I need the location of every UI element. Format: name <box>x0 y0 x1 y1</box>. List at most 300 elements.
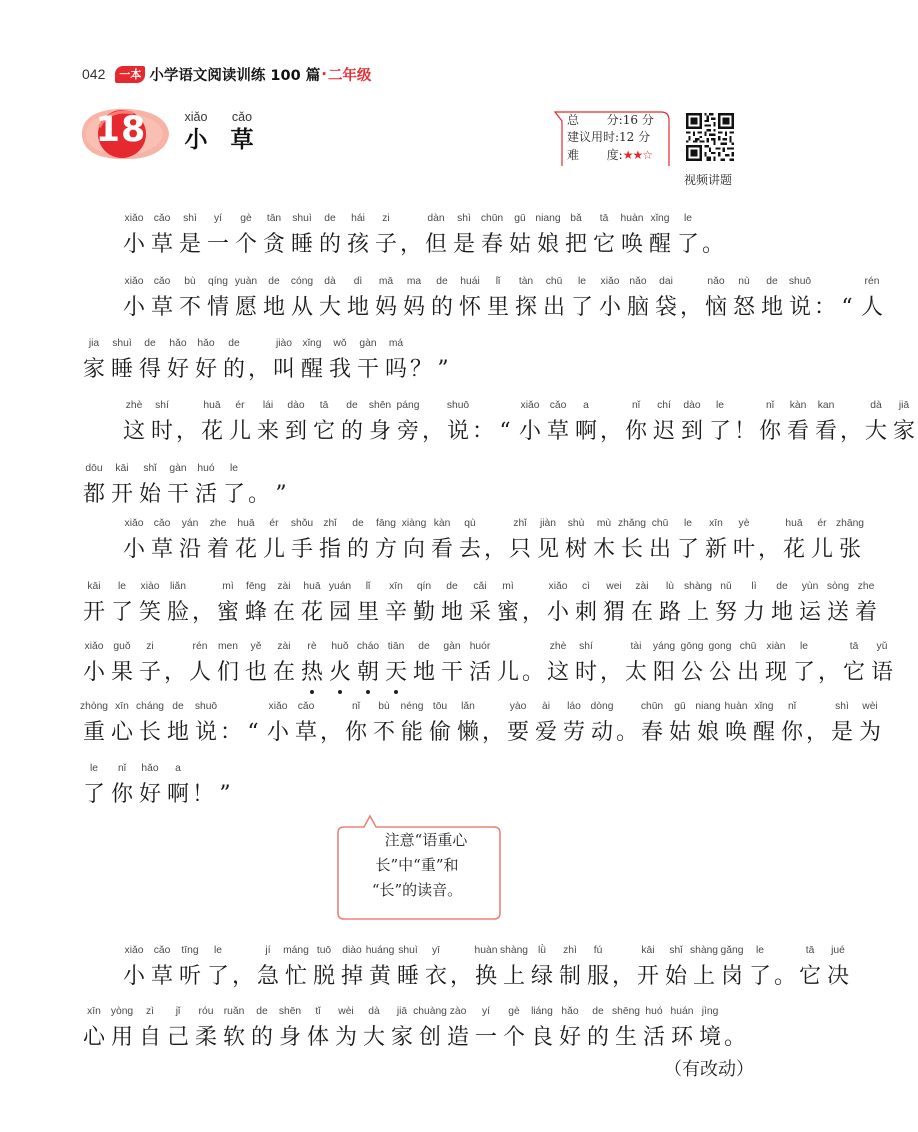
ruby-char <box>164 634 186 686</box>
ruby-char <box>616 694 638 746</box>
pinyin: zhòng <box>79 701 109 712</box>
ruby-char <box>382 331 410 383</box>
hanzi: 太 <box>624 660 647 685</box>
pinyin: tài <box>630 641 642 652</box>
hanzi: 说 <box>194 720 217 745</box>
hanzi: 说 <box>788 295 811 320</box>
ruby-char <box>756 393 784 445</box>
ruby-char <box>824 574 852 626</box>
hanzi: 小 <box>122 295 145 320</box>
total-value: 16 分 <box>622 113 654 127</box>
hanzi: 草 <box>150 232 173 257</box>
ruby-char <box>360 999 388 1051</box>
pinyin: gū <box>674 701 686 712</box>
hanzi: 手 <box>290 537 313 562</box>
ruby-char <box>276 999 304 1051</box>
hanzi: ， <box>612 964 635 989</box>
source-note: （有改动） <box>664 1059 754 1080</box>
ruby-char <box>148 269 176 321</box>
hanzi: 睡 <box>290 232 313 257</box>
hanzi: 儿 <box>228 419 251 444</box>
ruby-char <box>270 574 298 626</box>
ruby-char <box>456 511 484 563</box>
ruby-char <box>746 938 774 990</box>
hanzi: ， <box>482 720 505 745</box>
hanzi: 看 <box>814 419 837 444</box>
ruby-char <box>316 269 344 321</box>
hanzi: 一 <box>206 232 229 257</box>
hanzi: 花 <box>234 537 257 562</box>
ruby-char <box>662 938 690 990</box>
hanzi: 长 <box>138 720 161 745</box>
ruby-char <box>108 756 136 808</box>
ruby-char <box>528 938 556 990</box>
pinyin: lǐ <box>495 276 501 287</box>
ruby-char <box>836 269 858 321</box>
ruby-char <box>600 393 622 445</box>
hanzi: 花 <box>200 419 223 444</box>
hanzi: 里 <box>486 295 509 320</box>
pinyin: xiǎo <box>124 276 144 287</box>
series-title: 小学语文阅读训练 100 篇 <box>149 67 321 84</box>
hanzi: 睡 <box>396 964 419 989</box>
ruby-char <box>500 999 528 1051</box>
text-line <box>80 331 454 383</box>
pinyin: zào <box>449 1006 467 1017</box>
hanzi: 活 <box>642 1025 665 1050</box>
hanzi: 体 <box>306 1025 329 1050</box>
ruby-char <box>298 634 326 686</box>
hanzi: 环 <box>670 1025 693 1050</box>
hanzi: ！ <box>734 419 757 444</box>
hanzi: ， <box>806 720 829 745</box>
title-char <box>178 110 214 154</box>
hanzi: 为 <box>334 1025 357 1050</box>
pinyin: fāng <box>375 518 397 529</box>
ruby-char <box>164 456 192 508</box>
pinyin: yǔ <box>876 641 888 652</box>
ruby-char <box>108 694 136 746</box>
pinyin: máng <box>283 945 309 956</box>
ruby-char <box>354 634 382 686</box>
pinyin: zhāng <box>835 518 865 529</box>
pinyin: kàn <box>433 518 451 529</box>
pinyin: rè <box>307 641 317 652</box>
pinyin: de <box>144 338 156 349</box>
pinyin: gū <box>514 213 526 224</box>
pinyin: jǐ <box>175 1006 181 1017</box>
ruby-char <box>214 634 242 686</box>
ruby-char <box>618 206 646 258</box>
ruby-char <box>814 269 836 321</box>
ruby-char <box>600 574 628 626</box>
ruby-char <box>326 634 354 686</box>
hanzi: 开 <box>110 482 133 507</box>
hanzi: 为 <box>858 720 881 745</box>
pinyin: nǐ <box>765 400 774 411</box>
ruby-char <box>544 574 572 626</box>
hanzi: 公 <box>708 660 731 685</box>
ruby-char <box>730 511 758 563</box>
ruby-char <box>282 938 310 990</box>
hanzi: 到 <box>680 419 703 444</box>
ruby-char <box>796 938 824 990</box>
ruby-char <box>506 511 534 563</box>
ruby-char <box>718 938 746 990</box>
hanzi: 绿 <box>530 964 553 989</box>
hanzi: 脱 <box>312 964 335 989</box>
pinyin: zài <box>277 641 291 652</box>
hanzi: ： <box>220 720 243 745</box>
hanzi: 果 <box>110 660 133 685</box>
hanzi: 家 <box>892 419 915 444</box>
pinyin: le <box>89 763 98 774</box>
ruby-char <box>148 938 176 990</box>
hanzi: ， <box>680 295 703 320</box>
hanzi: 也 <box>244 660 267 685</box>
hanzi: 它 <box>592 232 615 257</box>
pinyin: xīn <box>115 701 129 712</box>
pinyin: chūn <box>640 701 664 712</box>
ruby-char <box>164 574 192 626</box>
ruby-char <box>164 756 192 808</box>
qr-code-icon[interactable] <box>686 113 734 161</box>
title-separator: · <box>321 65 327 83</box>
pinyin: dàn <box>427 213 445 224</box>
pinyin: láo <box>567 701 581 712</box>
ruby-char <box>694 694 722 746</box>
hanzi: 良 <box>530 1025 553 1050</box>
qr-caption: 视频讲题 <box>684 173 733 187</box>
hanzi: 这 <box>546 660 569 685</box>
hanzi: 小 <box>122 964 145 989</box>
hanzi: 了 <box>708 419 731 444</box>
title-hanzi: 小 <box>184 127 208 153</box>
pinyin: huán <box>670 1006 694 1017</box>
ruby-char <box>722 694 750 746</box>
ruby-char <box>612 938 634 990</box>
hanzi: 了 <box>222 482 245 507</box>
grade-label: 二年级 <box>327 67 372 84</box>
pinyin: lǐ <box>365 581 371 592</box>
ruby-char <box>762 634 790 686</box>
ruby-char <box>164 999 192 1051</box>
ruby-char <box>650 393 678 445</box>
pinyin: shàng <box>689 945 719 956</box>
pinyin: mā <box>378 276 394 287</box>
hanzi: 花 <box>300 600 323 625</box>
ruby-char <box>370 694 398 746</box>
pinyin: xǐng <box>302 338 322 349</box>
ruby-char <box>706 634 734 686</box>
pinyin: hái <box>351 213 365 224</box>
pinyin: xiǎo <box>548 581 568 592</box>
ruby-char <box>444 393 472 445</box>
hanzi: 它 <box>312 419 335 444</box>
ruby-char <box>544 393 572 445</box>
ruby-char <box>310 393 338 445</box>
reading-tip <box>344 828 490 903</box>
hanzi: 你 <box>780 720 803 745</box>
hanzi: 着 <box>854 600 877 625</box>
pinyin: niang <box>695 701 721 712</box>
pinyin: shǐ <box>669 945 683 956</box>
hanzi: 草 <box>294 720 317 745</box>
ruby-char <box>432 331 454 383</box>
pinyin: lì <box>751 581 757 592</box>
ruby-char <box>678 393 706 445</box>
hanzi: 从 <box>290 295 313 320</box>
ruby-char <box>204 206 232 258</box>
pinyin: jí <box>265 945 271 956</box>
ruby-char <box>136 694 164 746</box>
hanzi: 旁 <box>396 419 419 444</box>
pinyin: yī <box>431 945 440 956</box>
hanzi: 大 <box>362 1025 385 1050</box>
hanzi: 蜂 <box>244 600 267 625</box>
difficulty-stars: ★★☆ <box>622 148 652 162</box>
ruby-char <box>622 634 650 686</box>
ruby-char <box>796 574 824 626</box>
pinyin: rén <box>864 276 880 287</box>
hanzi: 娘 <box>536 232 559 257</box>
hanzi: ” <box>437 357 449 382</box>
hanzi: 愿 <box>234 295 257 320</box>
hanzi: 姑 <box>508 232 531 257</box>
pinyin: yòng <box>110 1006 134 1017</box>
hanzi: 活 <box>194 482 217 507</box>
ruby-char <box>80 634 108 686</box>
hanzi: 长 <box>620 537 643 562</box>
pinyin: ma <box>406 276 422 287</box>
hanzi: 火 <box>328 660 351 685</box>
hanzi: 个 <box>234 232 257 257</box>
hanzi: 能 <box>400 720 423 745</box>
ruby-char <box>176 511 204 563</box>
hanzi: ， <box>192 600 215 625</box>
difficulty <box>567 147 652 164</box>
ruby-char <box>354 574 382 626</box>
pinyin: xīn <box>709 518 723 529</box>
ruby-char <box>674 206 702 258</box>
hanzi: 。 <box>774 964 797 989</box>
pinyin: liǎn <box>169 581 187 592</box>
pinyin: chūn <box>480 213 504 224</box>
pinyin: bù <box>378 701 390 712</box>
hanzi: 笑 <box>138 600 161 625</box>
pinyin: de <box>592 1006 604 1017</box>
pinyin: tiān <box>387 641 405 652</box>
hanzi: 。 <box>616 720 639 745</box>
ruby-char <box>248 331 270 383</box>
ruby-char <box>784 393 812 445</box>
ruby-char <box>806 694 828 746</box>
ruby-char <box>818 634 840 686</box>
hanzi: 醒 <box>752 720 775 745</box>
ruby-char <box>298 574 326 626</box>
pinyin: qù <box>464 518 476 529</box>
ruby-char <box>572 574 600 626</box>
hanzi: 吗 <box>384 357 407 382</box>
pinyin: jìng <box>701 1006 719 1017</box>
ruby-char <box>504 694 532 746</box>
ruby-char <box>288 269 316 321</box>
pinyin: shàng <box>683 581 713 592</box>
pinyin: shuì <box>112 338 132 349</box>
hanzi: 小 <box>82 660 105 685</box>
hanzi: 好 <box>558 1025 581 1050</box>
pinyin: dào <box>287 400 305 411</box>
ruby-char <box>248 456 270 508</box>
hanzi: 地 <box>440 600 463 625</box>
pinyin: tān <box>266 213 282 224</box>
ruby-char <box>428 269 456 321</box>
hanzi: “ <box>247 720 259 745</box>
ruby-char <box>494 574 522 626</box>
hanzi: 运 <box>798 600 821 625</box>
hanzi: 了 <box>748 964 771 989</box>
pinyin: nù <box>738 276 750 287</box>
ruby-char <box>824 938 852 990</box>
pinyin: nǐ <box>351 701 360 712</box>
pinyin: dai <box>659 276 673 287</box>
hanzi: 忙 <box>284 964 307 989</box>
pinyin: shǐ <box>143 463 157 474</box>
ruby-char <box>298 331 326 383</box>
hanzi: 出 <box>542 295 565 320</box>
ruby-char <box>264 694 292 746</box>
text-line <box>80 574 880 626</box>
pinyin: rén <box>192 641 208 652</box>
pinyin: wèi <box>862 701 878 712</box>
title-pinyin: cǎo <box>231 110 253 124</box>
hanzi: 上 <box>692 964 715 989</box>
hanzi: 在 <box>630 600 653 625</box>
pinyin: xiǎo <box>124 518 144 529</box>
brand-logo: 一本 <box>115 66 145 83</box>
pinyin: a <box>175 763 181 774</box>
hanzi: 张 <box>838 537 861 562</box>
pinyin: tā <box>599 213 609 224</box>
ruby-char <box>372 269 400 321</box>
pinyin: yí <box>481 1006 490 1017</box>
pinyin: dòng <box>590 701 614 712</box>
pinyin: xiǎo <box>600 276 620 287</box>
hanzi: 了 <box>792 660 815 685</box>
pinyin: zhe <box>209 518 227 529</box>
ruby-char <box>288 206 316 258</box>
hanzi: 力 <box>742 600 765 625</box>
ruby-char <box>186 634 214 686</box>
hanzi: 开 <box>82 600 105 625</box>
tip-line: “长”的读音。 <box>371 881 463 899</box>
pinyin: wei <box>606 581 622 592</box>
hanzi: ， <box>176 419 199 444</box>
pinyin: cǎo <box>153 518 171 529</box>
pinyin: dì <box>353 276 363 287</box>
pinyin: huā <box>203 400 221 411</box>
hanzi: 脸 <box>166 600 189 625</box>
hanzi: 草 <box>150 964 173 989</box>
ruby-char <box>590 206 618 258</box>
ruby-char <box>472 999 500 1051</box>
ruby-char <box>506 206 534 258</box>
ruby-char <box>176 269 204 321</box>
pinyin: ér <box>817 518 827 529</box>
hanzi: 始 <box>138 482 161 507</box>
pinyin: shì <box>457 213 471 224</box>
hanzi: 树 <box>564 537 587 562</box>
ruby-char <box>394 393 422 445</box>
hanzi: ， <box>818 660 841 685</box>
hanzi: 了 <box>676 537 699 562</box>
ruby-char <box>590 511 618 563</box>
page-header <box>82 62 371 86</box>
pinyin: le <box>229 463 238 474</box>
pinyin: gè <box>240 213 252 224</box>
ruby-char <box>260 206 288 258</box>
hanzi: ！ <box>192 782 215 807</box>
pinyin: gōng <box>680 641 704 652</box>
pinyin: gàn <box>169 463 187 474</box>
hanzi: ， <box>422 419 445 444</box>
ruby-char <box>674 511 702 563</box>
pinyin: xiào <box>140 581 160 592</box>
hanzi: 朝 <box>356 660 379 685</box>
pinyin: shuì <box>398 945 418 956</box>
pinyin: zhǐ <box>513 518 527 529</box>
hanzi: 路 <box>658 600 681 625</box>
ruby-char <box>528 999 556 1051</box>
hanzi: 上 <box>502 964 525 989</box>
hanzi: 草 <box>150 537 173 562</box>
hanzi: 小 <box>598 295 621 320</box>
suggested-time <box>567 129 650 146</box>
ruby-char <box>310 938 338 990</box>
ruby-char <box>680 269 702 321</box>
ruby-char <box>768 574 796 626</box>
ruby-char <box>120 393 148 445</box>
tip-line: 长”中“重”和 <box>375 856 459 874</box>
hanzi: “ <box>841 295 853 320</box>
hanzi: 大 <box>864 419 887 444</box>
pinyin: xiǎo <box>124 213 144 224</box>
ruby-char <box>108 999 136 1051</box>
ruby-char <box>668 999 696 1051</box>
hanzi: 己 <box>166 1025 189 1050</box>
ruby-char <box>544 634 572 686</box>
ruby-char <box>176 393 198 445</box>
ruby-char <box>666 694 694 746</box>
pinyin: xiǎo <box>84 641 104 652</box>
hanzi: 的 <box>346 537 369 562</box>
ruby-char <box>840 634 868 686</box>
ruby-char <box>678 634 706 686</box>
pinyin: yào <box>509 701 527 712</box>
hanzi: 袋 <box>654 295 677 320</box>
ruby-char <box>382 574 410 626</box>
ruby-char <box>413 999 447 1051</box>
hanzi: 恼 <box>704 295 727 320</box>
hanzi: 柔 <box>194 1025 217 1050</box>
pinyin: tīng <box>181 945 199 956</box>
pinyin: zi <box>382 213 390 224</box>
ruby-char <box>80 331 108 383</box>
hanzi: 看 <box>430 537 453 562</box>
ruby-char <box>500 938 528 990</box>
ruby-char <box>394 938 422 990</box>
hanzi: 热 <box>300 660 323 685</box>
